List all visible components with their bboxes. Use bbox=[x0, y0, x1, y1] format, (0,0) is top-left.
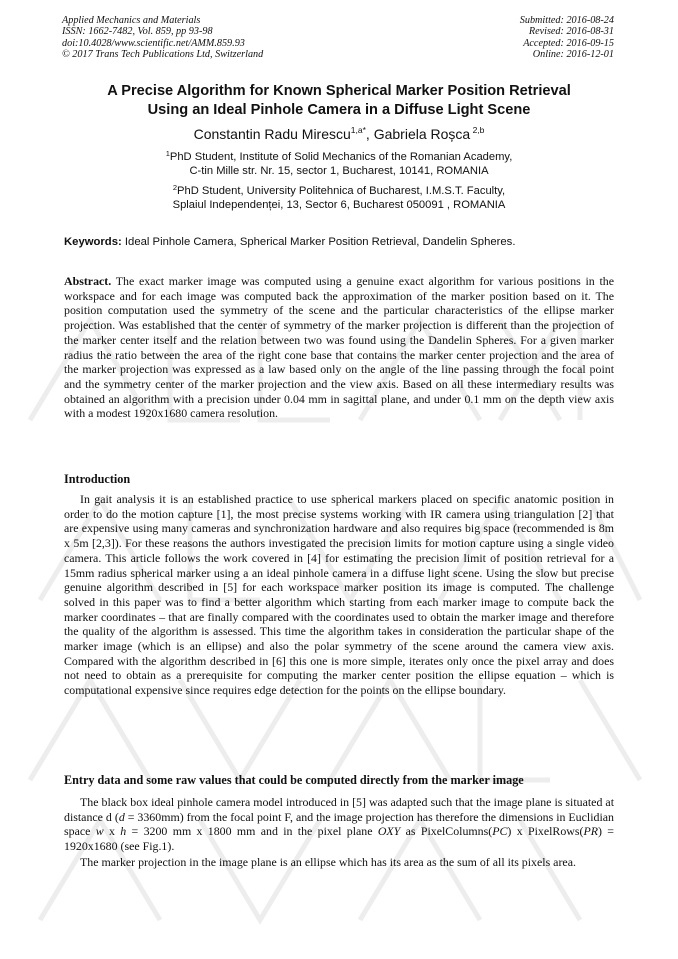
author-separator: , bbox=[365, 126, 374, 142]
text-run: The black box ideal pinhole camera model introduced in [5] was adapted such that the image plane is situated at distance d ( bbox=[64, 795, 614, 824]
entry-data-text: The marker projection in the image plane is an ellipse which has its area as the sum of all its pixels area. bbox=[80, 855, 576, 869]
text-run: ) from the focal point F, and the image projection has therefore the dimensions in Euclidian space bbox=[64, 809, 614, 839]
title-line-1: A Precise Algorithm for Known Spherical Marker Position Retrieval bbox=[107, 83, 571, 99]
affiliation-number: 1 bbox=[165, 149, 170, 158]
copyright-line: © 2017 Trans Tech Publications Ltd, Switzerland bbox=[62, 48, 264, 60]
affiliation-2 bbox=[0, 184, 678, 212]
abstract-text: The exact marker image was computed using a genuine exact algorithm for various positions in the workspace and for each image was computed back the approximation of the marker position based on it. The position computation used the symmetry of the scene and the particular characteristics of the ellipse marker projection. Was established that the center of symmetry of the marker projection is different than the projection of the marker center itself and the relation between two was found using the Dandelin Spheres. For a given marker radius the ratio between the area of the right cone base that contains the marker center projection and the area of the marker projection was expressed as a law based only on the angle of the line passing through the focal point and the symmetry center of the marker projection and the view axis. Based on all these intermediary results was obtained an algorithm with a precision under 0.04 mm in sagittal plane, and under 0.1 mm on the depth view axis with a modest 1920x1680 camera resolution. bbox=[64, 274, 614, 421]
text-run: = 3360mm bbox=[124, 809, 180, 824]
author-name: Gabriela Roșca bbox=[373, 126, 471, 142]
author-affiliation-mark: 2,b bbox=[470, 125, 485, 135]
introduction-paragraph bbox=[64, 492, 614, 698]
publication-dates bbox=[520, 15, 614, 60]
author-name: Constantin Radu Mirescu bbox=[193, 126, 351, 142]
affiliation-number: 2 bbox=[172, 183, 178, 192]
affiliation-line: C-tin Mille str. Nr. 15, sector 1, Bucharest, 10141, ROMANIA bbox=[189, 165, 489, 177]
math-symbol: OXY bbox=[377, 824, 401, 839]
author-list bbox=[0, 125, 678, 143]
revised-date: Revised: 2016-08-31 bbox=[528, 26, 614, 38]
abstract bbox=[64, 274, 614, 421]
math-symbol: d bbox=[118, 809, 125, 824]
issn-line: ISSN: 1662-7482, Vol. 859, pp 93-98 bbox=[62, 26, 213, 38]
doi-line: doi:10.4028/www.scientific.net/AMM.859.93 bbox=[62, 37, 245, 49]
affiliation-line: PhD Student, Institute of Solid Mechanics of the Romanian Academy, bbox=[169, 151, 513, 163]
submitted-date: Submitted: 2016-08-24 bbox=[519, 15, 614, 26]
keywords bbox=[64, 236, 515, 248]
math-symbol: w bbox=[95, 824, 104, 839]
text-run: = 3200 mm x 1800 mm and in the pixel plane bbox=[126, 824, 378, 839]
abstract-label: Abstract. bbox=[64, 274, 112, 288]
text-run: x bbox=[103, 824, 121, 839]
paper-title bbox=[40, 82, 638, 119]
keywords-text: Ideal Pinhole Camera, Spherical Marker Position Retrieval, Dandelin Spheres. bbox=[124, 236, 516, 248]
section-heading-introduction: Introduction bbox=[64, 472, 131, 486]
title-line-2: Using an Ideal Pinhole Camera in a Diffuse Light Scene bbox=[147, 101, 531, 118]
introduction-text: In gait analysis it is an established practice to use spherical markers placed on specific anatomic position in order to do the motion capture [1], the most precise systems working with IR camera using triangulation [2] that are expensive using many cameras and synchronization hardware and also requires big space (recommended is 8m x 5m [2,3]). For these reasons the authors investigated the precision limits for motion capture using a single video camera. This article follows the work covered in [4] for estimating the precision limit of position retrieval for a 15mm radius spherical marker using a an ideal pinhole camera in a diffuse light scene. Using the slow but precise genuine algorithm described in [5] for each workspace marker position its image is computed. The challenge solved in this paper was to find a better algorithm which starting from each marker image to compute back the marker coordinates – that are finally compared with the coordinates used to obtain the marker image and therefore the quality of the algorithm is assessed. This time the algorithm takes in consideration the particular shape of the marker image (which is an ellipse) and also the polar symmetry of the scene around the camera view axis. Compared with the algorithm described in [6] this one is more simple, iterates only once the pixel array and does not need to obtain as a prerequisite for computing the marker center position the ellipse equation – which is computational expensive since requires edge detection for the points on the ellipse boundary. bbox=[64, 492, 614, 698]
text-run: as PixelColumns( bbox=[400, 824, 493, 839]
accepted-date: Accepted: 2016-09-15 bbox=[523, 37, 614, 49]
entry-data-paragraph-2 bbox=[64, 855, 614, 870]
journal-info bbox=[62, 15, 263, 60]
math-symbol: h bbox=[120, 824, 127, 839]
entry-data-paragraph-1 bbox=[64, 795, 614, 854]
affiliation-1 bbox=[0, 150, 678, 178]
online-date: Online: 2016-12-01 bbox=[532, 48, 614, 60]
affiliation-line: PhD Student, University Politehnica of Bucharest, I.M.S.T. Faculty, bbox=[177, 185, 506, 197]
section-heading-entry-data: Entry data and some raw values that could be computed directly from the marker image bbox=[64, 773, 524, 787]
math-symbol: PC bbox=[492, 824, 508, 839]
journal-name: Applied Mechanics and Materials bbox=[62, 15, 201, 26]
text-run: ) = 1920x1680 (see Fig.1). bbox=[64, 824, 614, 854]
math-symbol: PR bbox=[583, 824, 598, 839]
affiliation-line: Splaiul Independenței, 13, Sector 6, Bucharest 050091 , ROMANIA bbox=[172, 199, 506, 211]
author-affiliation-mark: 1,a* bbox=[350, 125, 366, 135]
text-run: ) x PixelRows( bbox=[507, 824, 584, 839]
keywords-label: Keywords: bbox=[64, 236, 122, 248]
